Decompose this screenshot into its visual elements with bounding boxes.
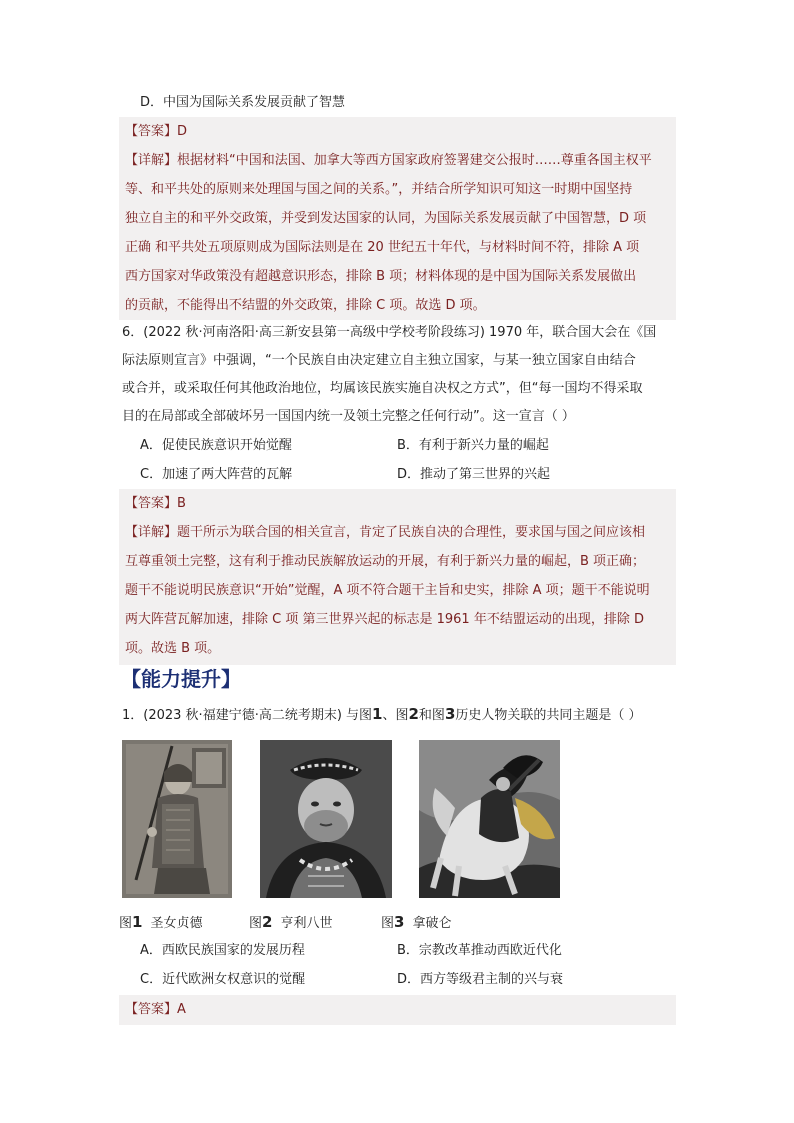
q6-option-a: A．促使民族意识开始觉醒	[140, 438, 292, 453]
section-bracket-right: 】	[221, 667, 241, 691]
q6-option-d: D．推动了第三世界的兴起	[397, 467, 551, 482]
q1-stem-fig2: 2	[408, 705, 419, 723]
figure-1-image	[122, 740, 232, 898]
section-title	[121, 664, 241, 694]
caption-2-prefix: 图	[249, 916, 263, 931]
caption-2-num: 2	[262, 913, 273, 931]
q1-stem	[122, 700, 642, 729]
figure-2-illustration	[260, 740, 392, 898]
q5-detail-line-1: 【详解】根据材料“中国和法国、加拿大等西方国家政府签署建交公报时……尊重各国主权平	[125, 153, 652, 168]
q5-detail-line-5: 西方国家对华政策没有超越意识形态，排除 B 项；材料体现的是中国为国际关系发展做出	[125, 269, 637, 284]
figure-3-illustration	[419, 740, 560, 898]
caption-3-prefix: 图	[381, 916, 395, 931]
q6-answer-label: 【答案】B	[125, 496, 186, 511]
caption-3-num: 3	[394, 913, 405, 931]
q1-stem-sep1: 、图	[382, 708, 409, 723]
q1-stem-suffix: 历史人物关联的共同主题是（ ）	[455, 708, 642, 723]
q5-detail-line-4: 正确 和平共处五项原则成为国际法则是在 20 世纪五十年代，与材料时间不符，排除 A 项	[125, 240, 640, 255]
caption-1-num: 1	[132, 913, 143, 931]
q6-detail-line-5: 项。故选 B 项。	[125, 641, 221, 656]
q6-detail-line-4: 两大阵营瓦解加速，排除 C 项 第三世界兴起的标志是 1961 年不结盟运动的出现，排除 D	[125, 612, 644, 627]
q6-stem-line-4: 目的在局部或全部破坏另一国国内统一及领土完整之任何行动”。这一宣言（ ）	[122, 409, 575, 424]
section-bracket-left: 【	[121, 667, 141, 691]
q6-stem-line-3: 或合并，或采取任何其他政治地位，均属该民族实施自决权之方式”，但“每一国均不得采取	[122, 381, 643, 396]
q5-answer-label: 【答案】D	[125, 124, 188, 139]
q6-stem-line-1: 6．(2022 秋·河南洛阳·高三新安县第一高级中学校考阶段练习) 1970 年，联合国大会在《国	[122, 325, 657, 340]
caption-3-name: 拿破仑	[412, 916, 452, 931]
figure-2-image	[260, 740, 392, 898]
q6-detail-line-3: 题干不能说明民族意识“开始”觉醒，A 项不符合题干主旨和史实，排除 A 项；题干不能说明	[125, 583, 650, 598]
q1-stem-fig3: 3	[444, 705, 456, 723]
q1-stem-prefix: 1．(2023 秋·福建宁德·高二统考期末) 与图	[122, 708, 373, 723]
q6-detail-line-1: 【详解】题干所示为联合国的相关宣言，肯定了民族自决的合理性，要求国与国之间应该相	[125, 525, 646, 540]
q1-option-a: A．西欧民族国家的发展历程	[140, 943, 305, 958]
q5-detail-line-3: 独立自主的和平外交政策，并受到发达国家的认同，为国际关系发展贡献了中国智慧，D 项	[125, 211, 647, 226]
q6-option-b: B．有利于新兴力量的崛起	[397, 438, 549, 453]
q5-detail-line-6: 的贡献，不能得出不结盟的外交政策，排除 C 项。故选 D 项。	[125, 298, 486, 313]
q1-stem-fig1: 1	[372, 705, 383, 723]
q1-option-c: C．近代欧洲女权意识的觉醒	[140, 972, 306, 987]
figure-3-caption	[381, 908, 451, 938]
q5-option-d: D．中国为国际关系发展贡献了智慧	[140, 95, 346, 110]
figure-2-caption	[249, 908, 332, 938]
q6-answer-block	[119, 489, 676, 665]
q1-stem-sep2: 和图	[418, 708, 445, 723]
q1-option-b: B．宗教改革推动西欧近代化	[397, 943, 562, 958]
q1-answer-label: 【答案】A	[125, 1002, 186, 1017]
q5-detail-line-2: 等、和平共处的原则来处理国与国之间的关系。”，并结合所学知识可知这一时期中国坚持	[125, 182, 633, 197]
q5-answer-block	[119, 117, 676, 320]
caption-1-name: 圣女贞德	[150, 916, 203, 931]
figure-1-caption	[119, 908, 202, 938]
q1-option-d: D．西方等级君主制的兴与衰	[397, 972, 564, 987]
caption-2-name: 亨利八世	[280, 916, 333, 931]
q6-option-c: C．加速了两大阵营的瓦解	[140, 467, 293, 482]
q1-answer-block	[119, 995, 676, 1025]
caption-1-prefix: 图	[119, 916, 133, 931]
q6-stem-line-2: 际法原则宣言》中强调，“一个民族自由决定建立自主独立国家，与某一独立国家自由结合	[122, 353, 636, 368]
q6-detail-line-2: 互尊重领土完整，这有利于推动民族解放运动的开展，有利于新兴力量的崛起，B 项正确；	[125, 554, 646, 569]
section-title-text: 能力提升	[141, 667, 221, 691]
figure-1-illustration	[122, 740, 232, 898]
figure-3-image	[419, 740, 560, 898]
